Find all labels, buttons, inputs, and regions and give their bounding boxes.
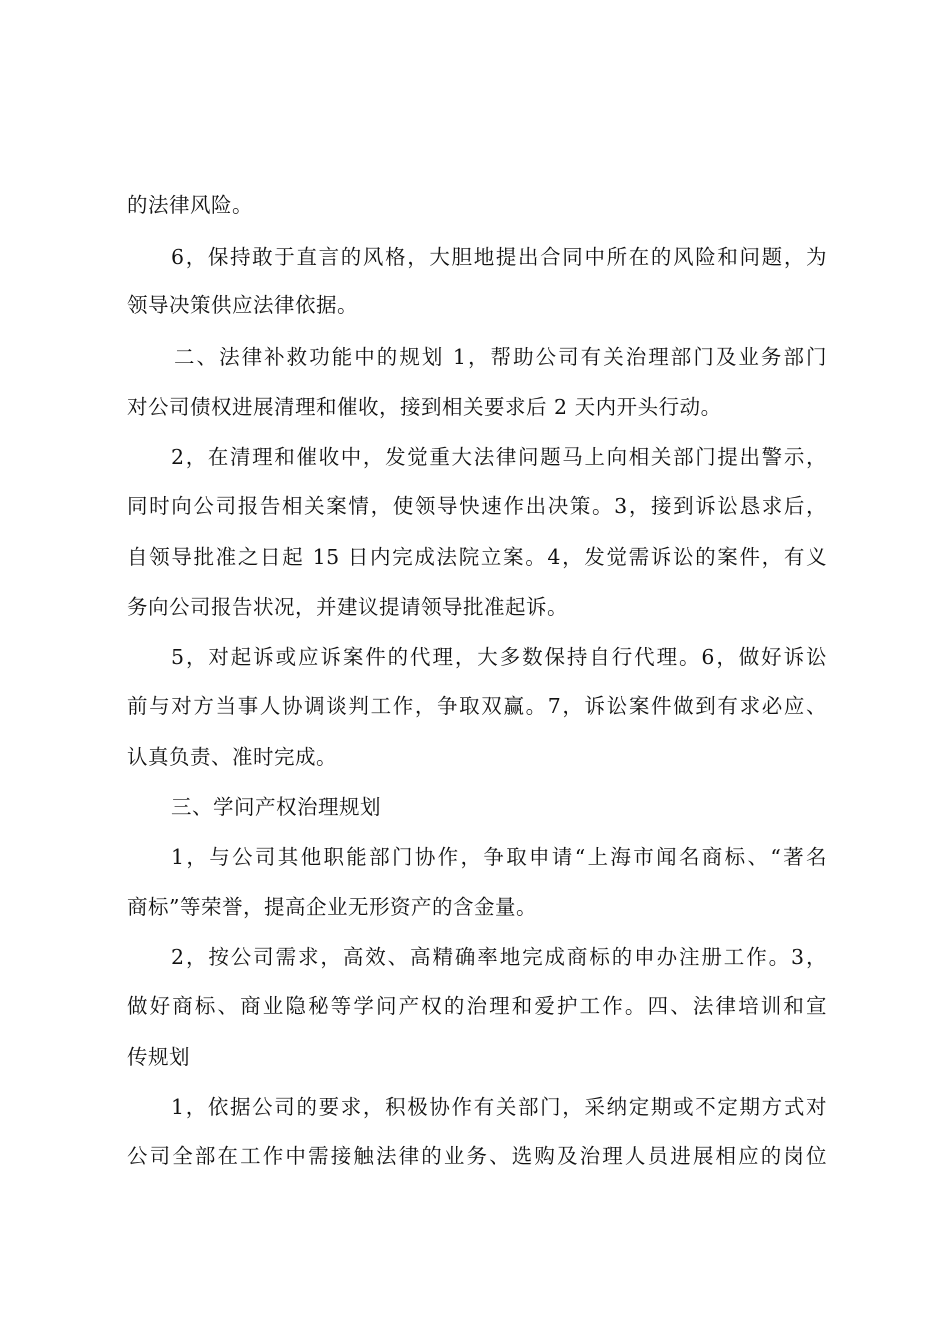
text-line: 领导决策供应法律依据。 [127, 293, 358, 317]
text-line: 做好商标、商业隐秘等学问产权的治理和爱护工作。四、法律培训和宣 [127, 994, 827, 1018]
text-line: 的法律风险。 [127, 193, 253, 217]
text-line: 1，依据公司的要求，积极协作有关部门，采纳定期或不定期方式对 [171, 1095, 827, 1119]
text-line: 2，在清理和催收中，发觉重大法律问题马上向相关部门提出警示， [171, 445, 827, 469]
text-line: 1，与公司其他职能部门协作，争取申请“上海市闻名商标、“著名 [171, 845, 827, 869]
text-line: 2，按公司需求，高效、高精确率地完成商标的申办注册工作。3， [171, 945, 827, 969]
text-line: 前与对方当事人协调谈判工作，争取双赢。7，诉讼案件做到有求必应、 [127, 694, 827, 718]
text-line: 自领导批准之日起 15 日内完成法院立案。4，发觉需诉讼的案件，有义 [127, 545, 827, 569]
text-line: 传规划 [127, 1045, 190, 1069]
text-line: 同时向公司报告相关案情，使领导快速作出决策。3，接到诉讼恳求后， [127, 494, 827, 518]
text-line: 5，对起诉或应诉案件的代理，大多数保持自行代理。6，做好诉讼 [171, 645, 827, 669]
text-line: 商标”等荣誉，提高企业无形资产的含金量。 [127, 895, 537, 919]
text-line: 对公司债权进展清理和催收，接到相关要求后 2 天内开头行动。 [127, 395, 722, 419]
text-line: 6，保持敢于直言的风格，大胆地提出合同中所在的风险和问题，为 [171, 245, 827, 269]
text-line: 认真负责、准时完成。 [127, 745, 337, 769]
text-line: 务向公司报告状况，并建议提请领导批准起诉。 [127, 595, 568, 619]
text-line: 公司全部在工作中需接触法律的业务、选购及治理人员进展相应的岗位 [127, 1144, 827, 1168]
text-line: 二、法律补救功能中的规划 1，帮助公司有关治理部门及业务部门 [174, 345, 827, 369]
section-heading: 三、学问产权治理规划 [171, 795, 381, 819]
